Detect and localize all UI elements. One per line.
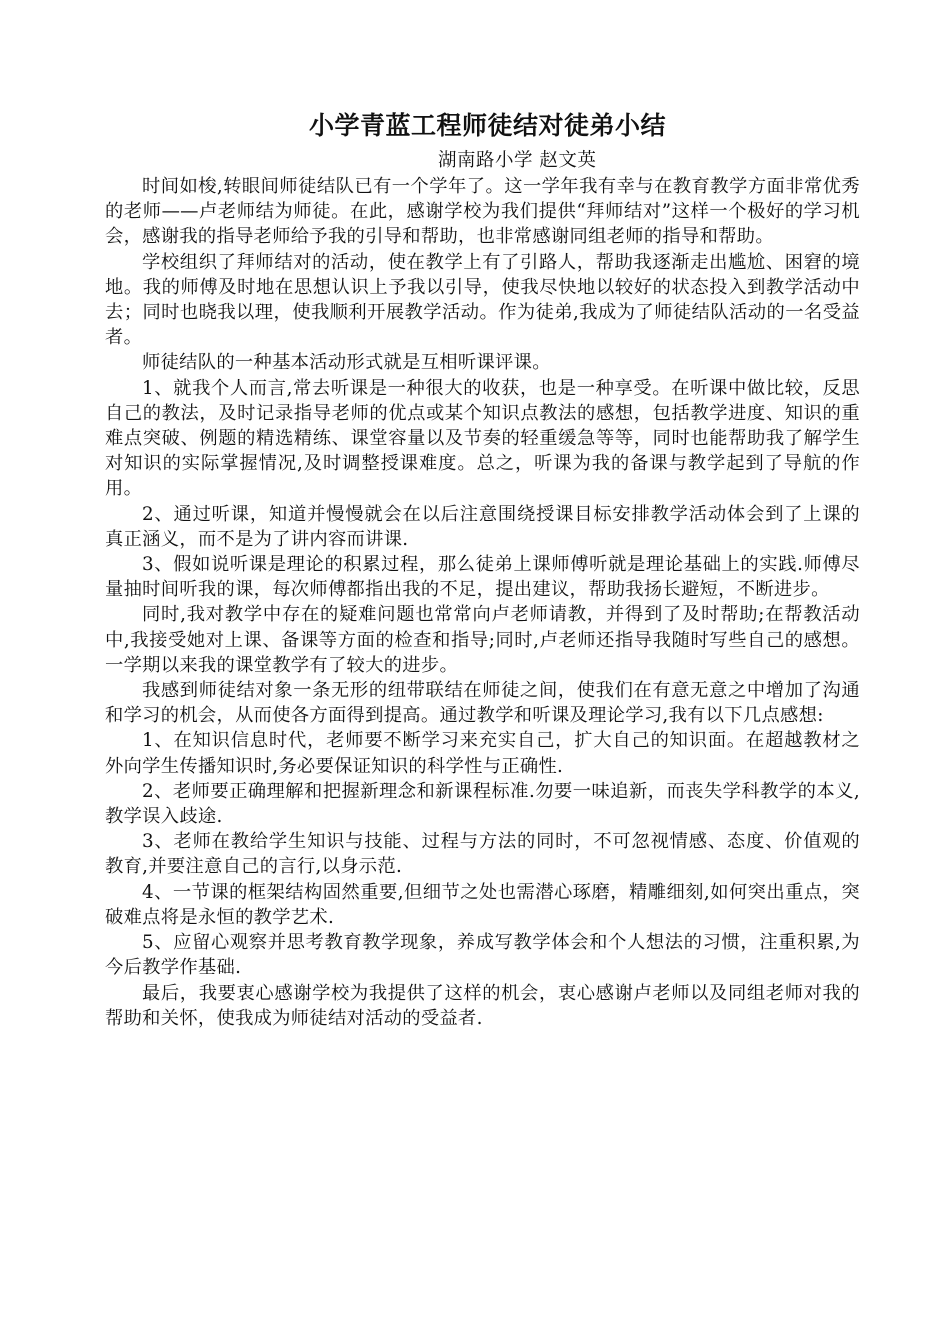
paragraph-12: 4、一节课的框架结构固然重要,但细节之处也需潜心琢磨，精雕细刻,如何突出重点，突破难点将是永恒的教学艺术. [105, 881, 860, 928]
paragraph-7: 同时,我对教学中存在的疑难问题也常常向卢老师请教，并得到了及时帮助;在帮教活动中,我接受她对上课、备课等方面的检查和指导;同时,卢老师还指导我随时写些自己的感想。一学期以来我的课堂教学有了较大的进步。 [105, 604, 860, 676]
document-page [105, 108, 860, 1031]
paragraph-14: 最后，我要衷心感谢学校为我提供了这样的机会，衷心感谢卢老师以及同组老师对我的帮助和关怀，使我成为师徒结对活动的受益者. [105, 982, 860, 1029]
paragraph-8: 我感到师徒结对象一条无形的纽带联结在师徒之间，使我们在有意无意之中增加了沟通和学习的机会，从而使各方面得到提高。通过教学和听课及理论学习,我有以下几点感想: [105, 680, 860, 727]
document-author: 湖南路小学 赵文英 [438, 150, 597, 171]
paragraph-1: 时间如梭,转眼间师徒结队已有一个学年了。这一学年我有幸与在教育教学方面非常优秀的老师——卢老师结为师徒。在此，感谢学校为我们提供“拜师结对”这样一个极好的学习机会，感谢我的指导老师给予我的引导和帮助，也非常感谢同组老师的指导和帮助。 [105, 176, 860, 248]
paragraph-9: 1、在知识信息时代，老师要不断学习来充实自己，扩大自己的知识面。在超越教材之外向学生传播知识时,务必要保证知识的科学性与正确性. [105, 730, 860, 777]
paragraph-10: 2、老师要正确理解和把握新理念和新课程标准.勿要一味追新，而丧失学科教学的本义,教学误入歧途. [105, 780, 860, 828]
document-title: 小学青蓝工程师徒结对徒弟小结 [308, 111, 666, 140]
paragraph-3: 师徒结队的一种基本活动形式就是互相听课评课。 [142, 352, 551, 374]
paragraph-11: 3、老师在教给学生知识与技能、过程与方法的同时，不可忽视情感、态度、价值观的教育,并要注意自己的言行,以身示范. [105, 831, 860, 878]
document-body [105, 174, 860, 1031]
paragraph-4: 1、就我个人而言,常去听课是一种很大的收获，也是一种享受。在听课中做比较，反思自己的教法，及时记录指导老师的优点或某个知识点教法的感想，包括教学进度、知识的重难点突破、例题的精选精练、课堂容量以及节奏的轻重缓急等等，同时也能帮助我了解学生对知识的实际掌握情况,及时调整授课难度。总之，听课为我的备课与教学起到了导航的作用。 [105, 377, 860, 500]
paragraph-6: 3、假如说听课是理论的积累过程，那么徒弟上课师傅听就是理论基础上的实践.师傅尽量抽时间听我的课，每次师傅都指出我的不足，提出建议，帮助我扬长避短，不断进步。 [105, 554, 860, 601]
paragraph-5: 2、通过听课，知道并慢慢就会在以后注意围绕授课目标安排教学活动体会到了上课的真正涵义，而不是为了讲内容而讲课. [105, 503, 860, 550]
paragraph-13: 5、应留心观察并思考教育教学现象，养成写教学体会和个人想法的习惯，注重积累,为今后教学作基础. [105, 932, 860, 979]
paragraph-2: 学校组织了拜师结对的活动，使在教学上有了引路人，帮助我逐渐走出尴尬、困窘的境地。我的师傅及时地在思想认识上予我以引导，使我尽快地以较好的状态投入到教学活动中去；同时也晓我以理，使我顺利开展教学活动。作为徒弟,我成为了师徒结队活动的一名受益者。 [105, 251, 860, 349]
